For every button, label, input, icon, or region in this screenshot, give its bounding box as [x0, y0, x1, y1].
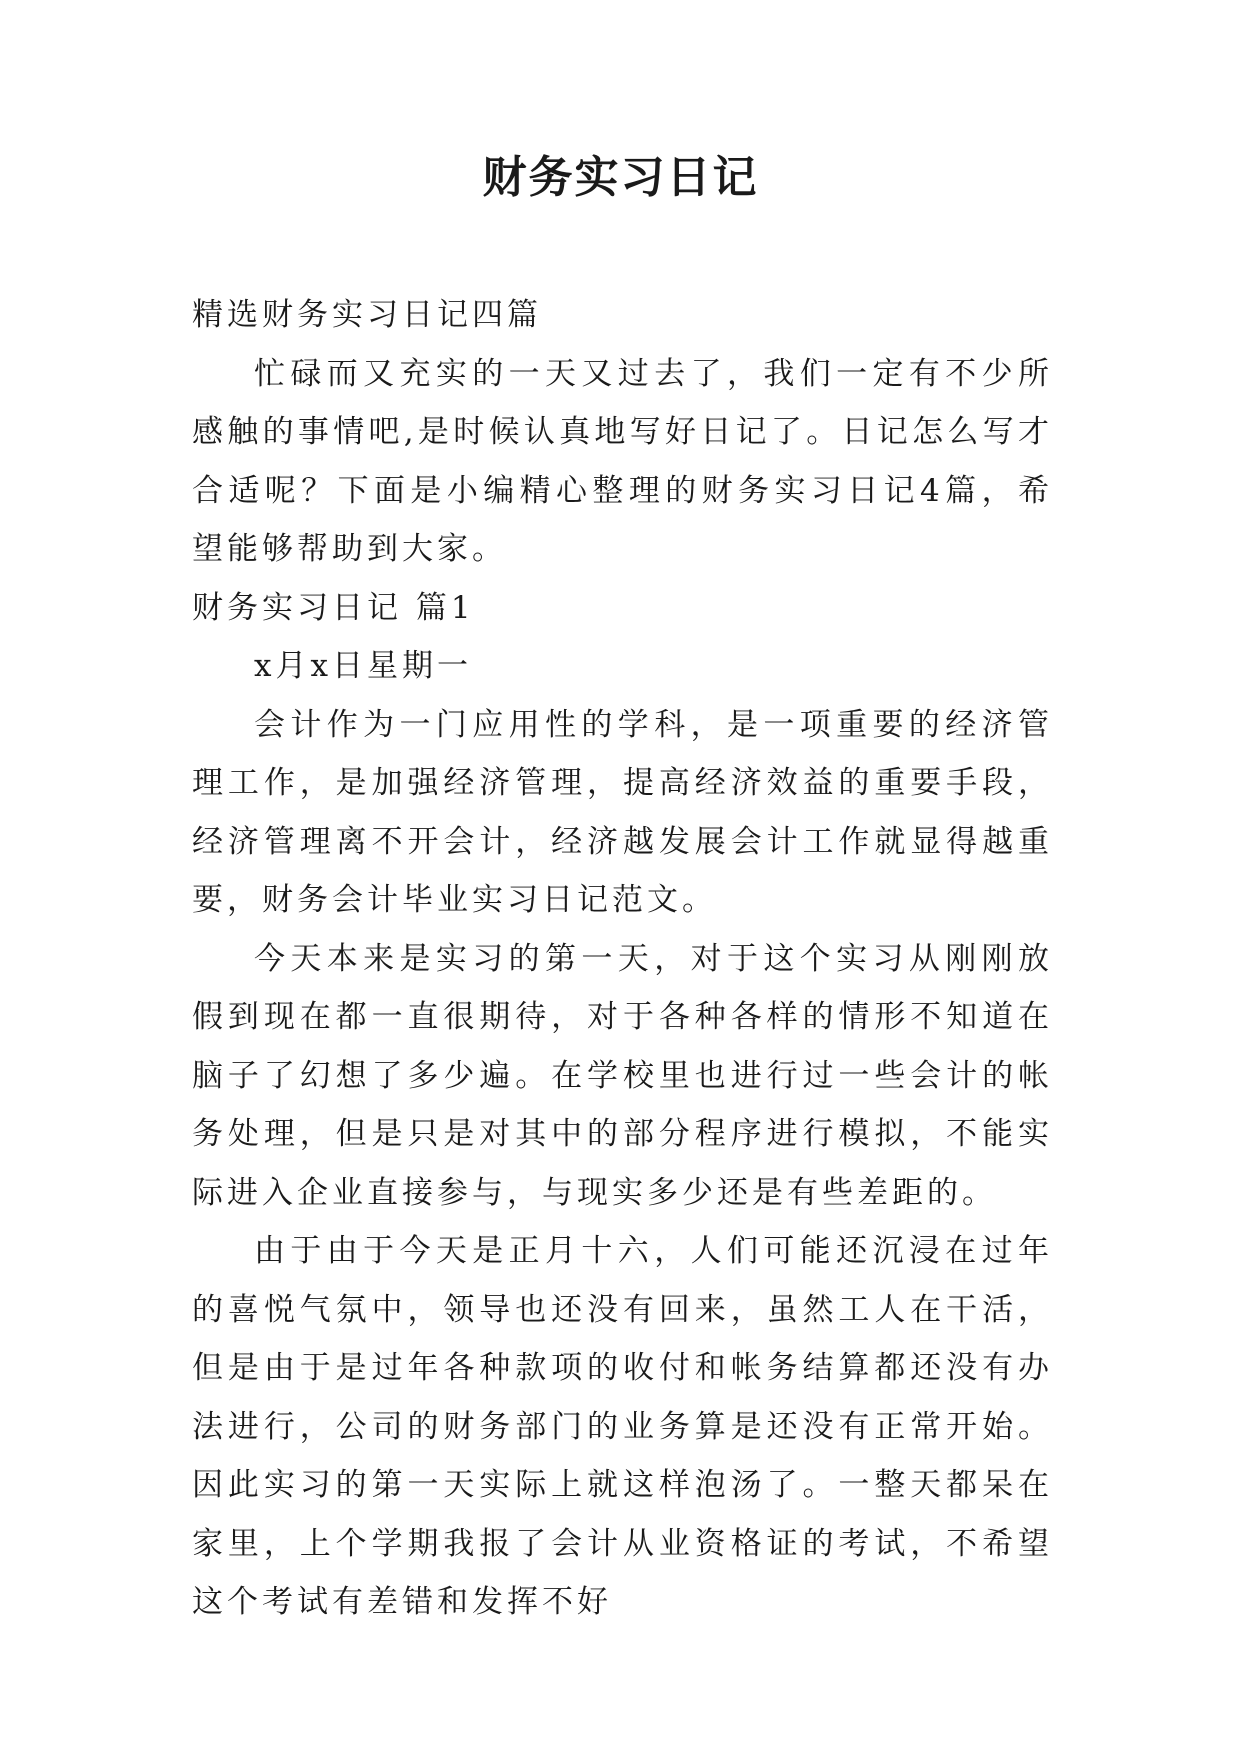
- section-heading: 财务实习日记 篇1: [192, 589, 475, 626]
- date-line: x月x日星期一: [254, 648, 472, 684]
- body-paragraph: 会计作为一门应用性的学科，是一项重要的经济管理工作，是加强经济管理，提高经济效益的重要手段，经济管理离不开会计，经济越发展会计工作就显得越重要，财务会计毕业实习日记范文。: [192, 706, 1053, 918]
- document-subtitle: 精选财务实习日记四篇: [192, 297, 542, 333]
- document-body: [192, 286, 1053, 1632]
- body-paragraph: 由于由于今天是正月十六，人们可能还沉浸在过年的喜悦气氛中，领导也还没有回来，虽然工人在干活，但是由于是过年各种款项的收付和帐务结算都还没有办法进行，公司的财务部门的业务算是还没有正常开始。因此实习的第一天实际上就这样泡汤了。一整天都呆在家里，上个学期我报了会计从业资格证的考试，不希望这个考试有差错和发挥不好: [192, 1233, 1053, 1620]
- body-paragraph: 今天本来是实习的第一天，对于这个实习从刚刚放假到现在都一直很期待，对于各种各样的情形不知道在脑子了幻想了多少遍。在学校里也进行过一些会计的帐务处理，但是只是对其中的部分程序进行模拟，不能实际进入企业直接参与，与现实多少还是有些差距的。: [192, 940, 1053, 1211]
- document-title: 财务实习日记: [482, 152, 759, 203]
- intro-paragraph: 忙碌而又充实的一天又过去了，我们一定有不少所感触的事情吧,是时候认真地写好日记了。日记怎么写才合适呢？下面是小编精心整理的财务实习日记4篇，希望能够帮助到大家。: [192, 355, 1053, 567]
